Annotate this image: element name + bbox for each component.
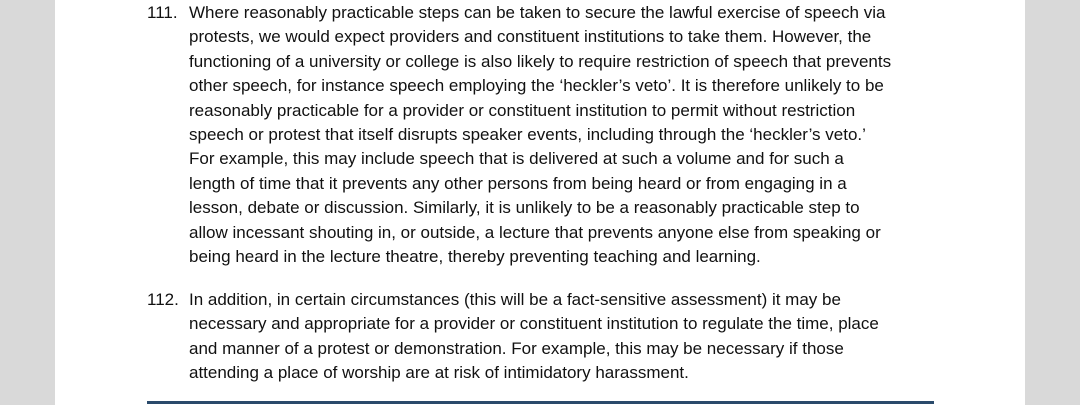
text-line: attending a place of worship are at risk of intimidatory harassment.: [189, 363, 689, 383]
text-line: functioning of a university or college is also likely to require restriction of speech that prevents: [189, 51, 892, 71]
text-line: Where reasonably practicable steps can be taken to secure the lawful exercise of speech via: [189, 3, 886, 22]
text-line: length of time that it prevents any other persons from being heard or from engaging in a: [189, 173, 847, 193]
text-line: necessary and appropriate for a provider or constituent institution to regulate the time, place: [189, 314, 879, 334]
text-line: other speech, for instance speech employing the ‘heckler’s veto’. It is therefore unlikely to be: [189, 76, 884, 96]
text-line: and manner of a protest or demonstration. For example, this may be necessary if those: [189, 338, 844, 358]
section-divider: [147, 401, 934, 404]
text-line: allow incessant shouting in, or outside, a lecture that prevents anyone else from speaking or: [189, 222, 881, 242]
text-line: being heard in the lecture theatre, thereby preventing teaching and learning.: [189, 247, 761, 267]
paragraph-number: 111.: [147, 3, 178, 22]
paragraph-text: [189, 288, 989, 386]
text-line: reasonably practicable for a provider or constituent institution to permit without restriction: [189, 100, 856, 120]
text-line: speech or protest that itself disrupts speaker events, including through the ‘heckler’s veto.’: [189, 125, 866, 145]
paragraph-number: 112.: [147, 290, 179, 309]
text-line: For example, this may include speech that is delivered at such a volume and for such a: [189, 149, 844, 169]
text-line: In addition, in certain circumstances (this will be a fact-sensitive assessment) it may be: [189, 290, 841, 309]
text-line: protests, we would expect providers and constituent institutions to take them. However, the: [189, 27, 872, 47]
document-page: [55, 0, 1025, 405]
text-line: lesson, debate or discussion. Similarly, it is unlikely to be a reasonably practicable step to: [189, 198, 860, 218]
paragraph-text: [189, 1, 989, 269]
